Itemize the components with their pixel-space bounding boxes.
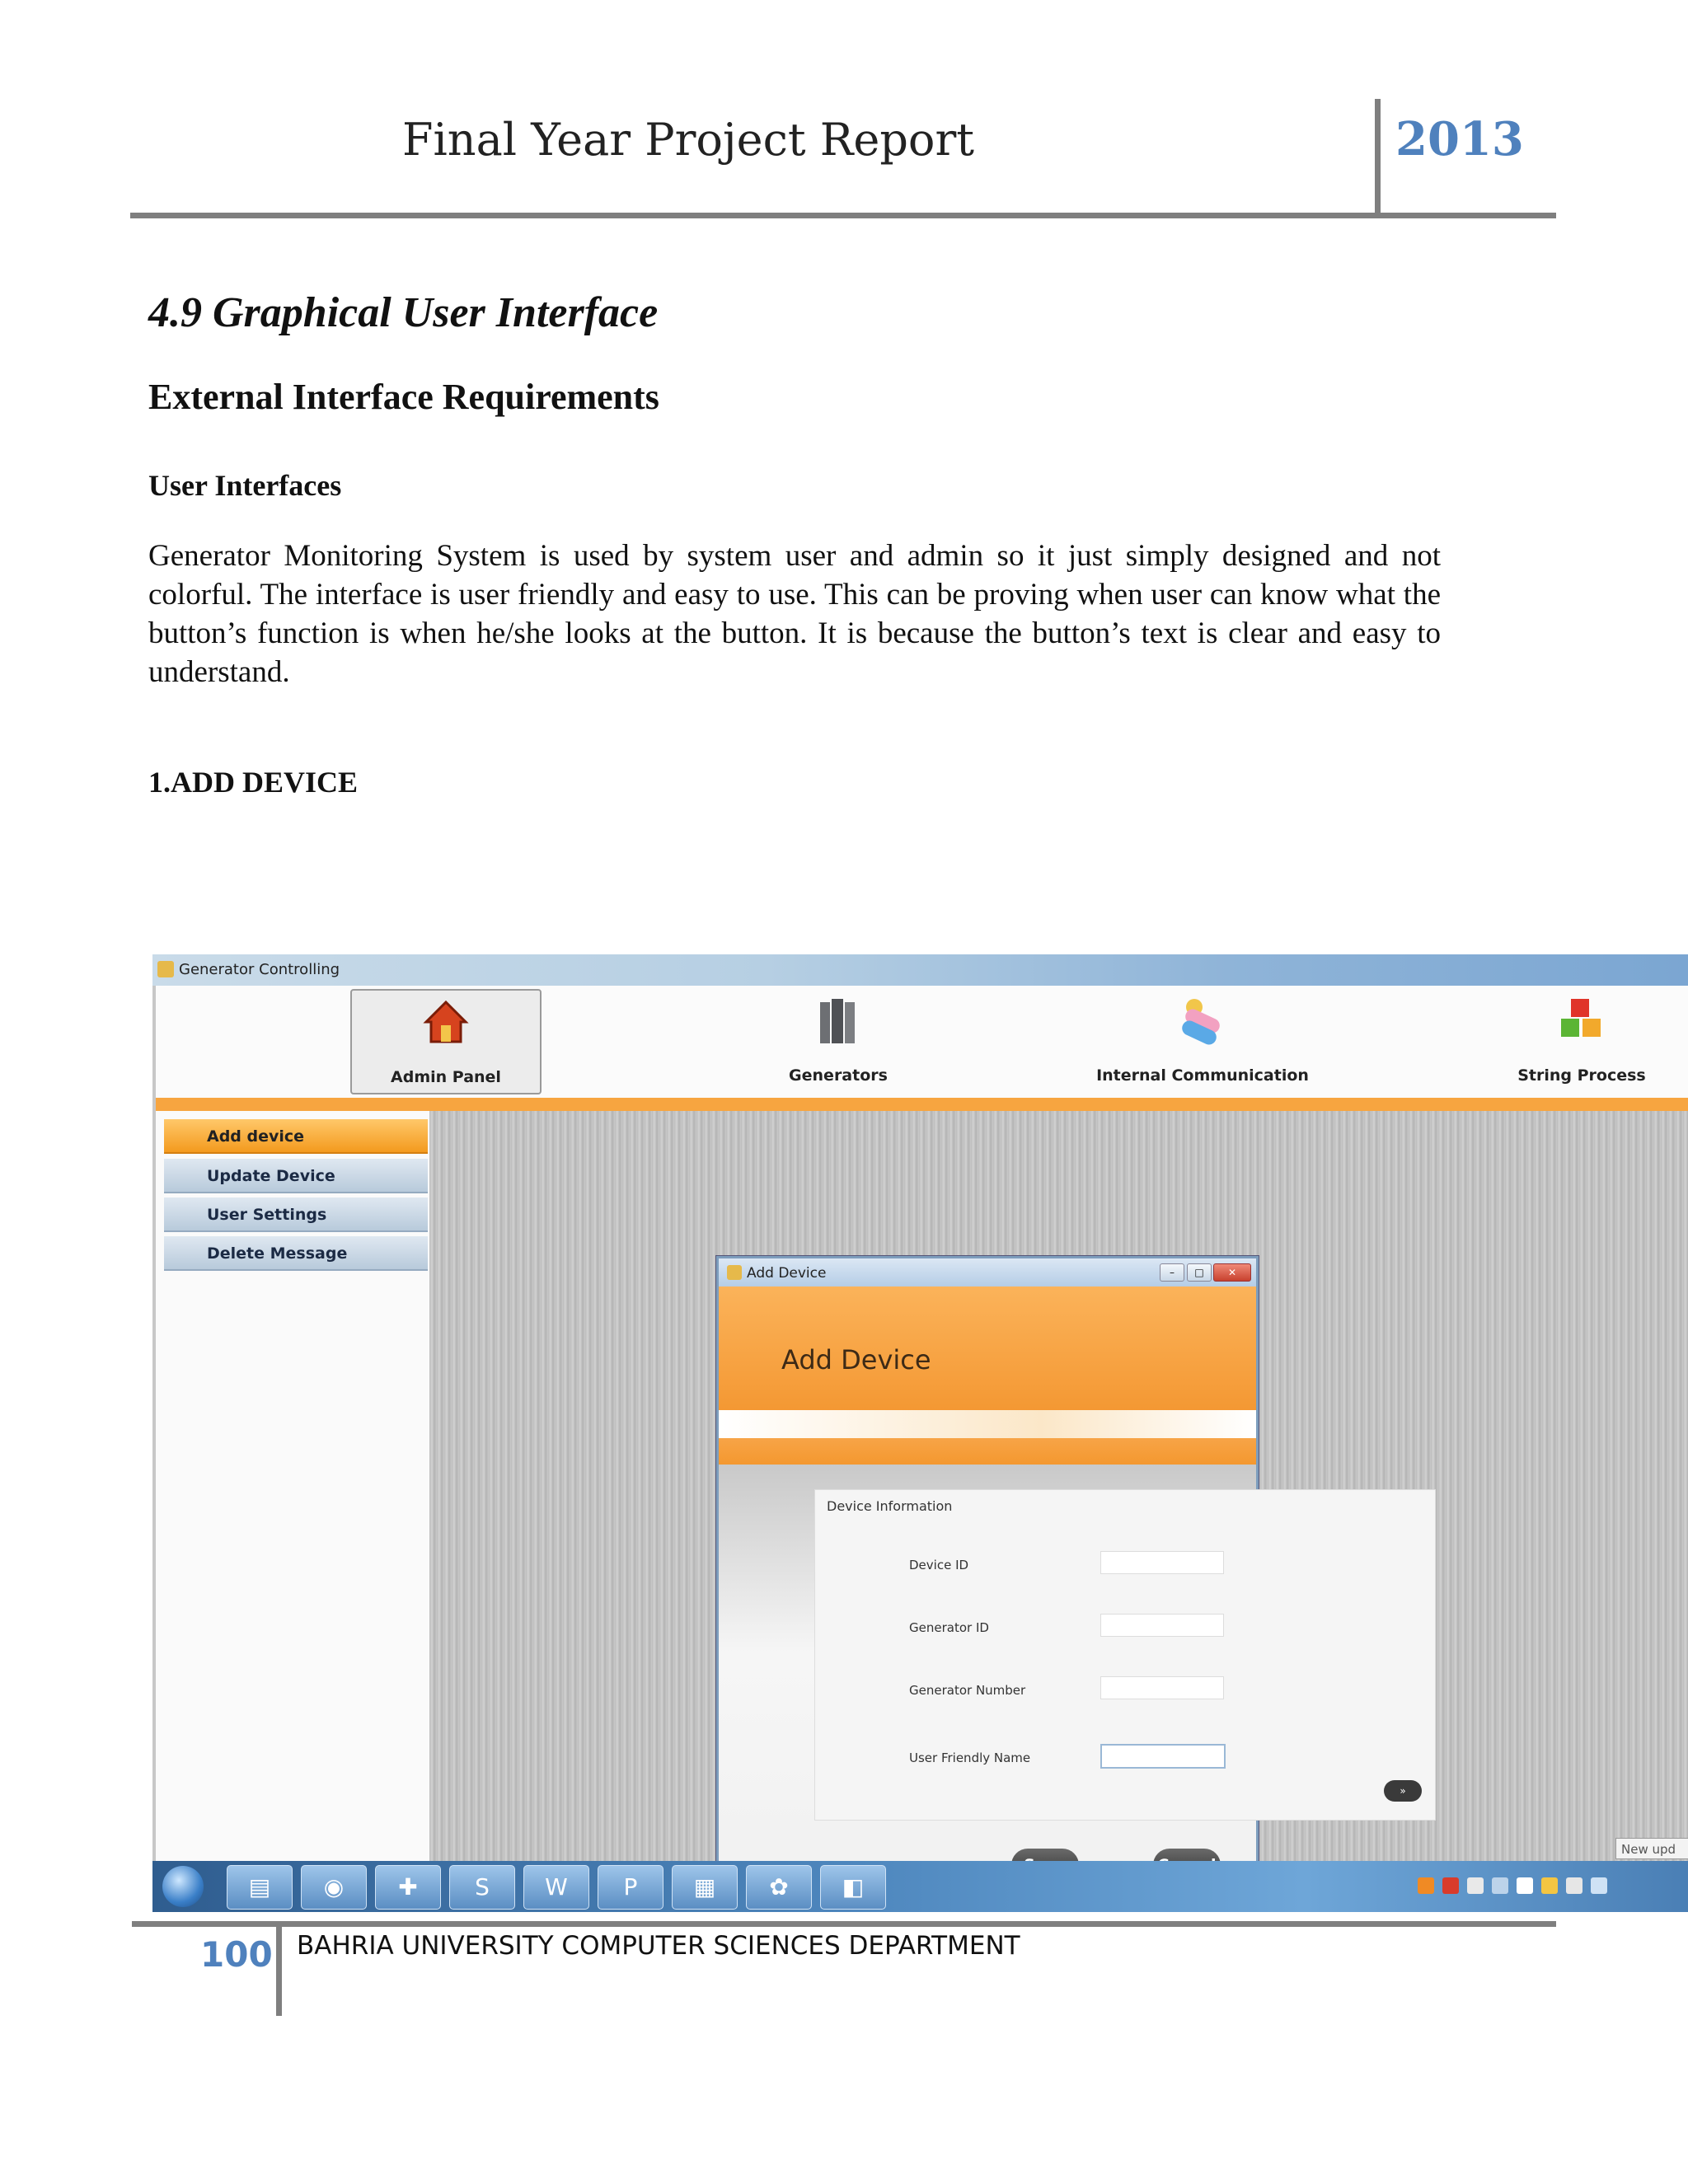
toolbar-admin-panel[interactable] [350, 989, 542, 1094]
tray-icon[interactable] [1467, 1877, 1484, 1894]
word-icon[interactable]: W [523, 1865, 589, 1910]
skype-icon[interactable]: S [449, 1865, 515, 1910]
minimize-button[interactable]: – [1160, 1263, 1184, 1282]
dialog-titlebar [719, 1258, 1256, 1286]
folder-icon[interactable]: ▤ [227, 1865, 293, 1910]
user-friendly-name-label: User Friendly Name [909, 1750, 1031, 1765]
footer-divider [276, 1921, 282, 2016]
tray-icon[interactable] [1418, 1877, 1434, 1894]
toolbar-label: Admin Panel [391, 1068, 501, 1086]
network-icon[interactable] [1517, 1877, 1533, 1894]
add-device-dialog [716, 1256, 1406, 1912]
generator-number-input[interactable] [1100, 1676, 1224, 1699]
device-information-group [814, 1489, 1436, 1821]
dialog-heading: Add Device [781, 1344, 931, 1376]
dialog-window-title: Add Device [747, 1265, 827, 1282]
toolbar-label: Internal Communication [1096, 1066, 1309, 1085]
chrome-icon[interactable]: ◉ [301, 1865, 367, 1910]
archive-icon[interactable]: ▦ [672, 1865, 738, 1910]
tray-tooltip: New upd [1615, 1838, 1688, 1859]
tray-icon[interactable] [1442, 1877, 1459, 1894]
app-taskbar-icon[interactable]: ◧ [820, 1865, 886, 1910]
toolbar-label: String Process [1517, 1066, 1646, 1085]
server-rack-icon [814, 996, 863, 1047]
body-paragraph: Generator Monitoring System is used by system user and admin so it just simply designed and not colorful. The interface is user friendly and easy to use. This can be proving when user can know what the button’s function is when he/she looks at the button. It is because the button’s text is clear and easy to understand. [148, 539, 1441, 689]
app-screenshot [152, 954, 1688, 1912]
dialog-banner [719, 1286, 1256, 1410]
sidebar-item-delete-message[interactable]: Delete Message [164, 1236, 428, 1271]
dialog-gloss-strip [719, 1410, 1256, 1438]
tools-icon[interactable]: ✚ [375, 1865, 441, 1910]
footer-rule [132, 1921, 1556, 1927]
cubes-icon [1556, 996, 1607, 1047]
header-rule [130, 213, 1556, 218]
add-device-heading: 1.ADD DEVICE [148, 766, 359, 799]
windows-taskbar [152, 1861, 1688, 1912]
media-icon[interactable]: ✿ [746, 1865, 812, 1910]
toolbar-generators[interactable] [748, 989, 929, 1091]
toolbar-label: Generators [789, 1066, 888, 1085]
group-caption: Device Information [827, 1498, 953, 1514]
tray-icon[interactable] [1541, 1877, 1558, 1894]
toolbar-internal-communication[interactable] [1079, 989, 1326, 1091]
next-button[interactable]: » [1384, 1780, 1422, 1802]
minor-heading: User Interfaces [148, 469, 342, 502]
page-number: 100 [200, 1934, 273, 1975]
sidebar-item-add-device[interactable]: Add device [164, 1119, 428, 1154]
app-window-icon [157, 961, 174, 977]
toolbar-accent-band [156, 1098, 1688, 1111]
app-toolbar [156, 986, 1688, 1099]
maximize-button[interactable]: □ [1187, 1263, 1212, 1282]
flag-icon[interactable] [1566, 1877, 1582, 1894]
app-window-title: Generator Controlling [179, 961, 340, 978]
volume-icon[interactable] [1591, 1877, 1607, 1894]
tray-icon[interactable] [1492, 1877, 1508, 1894]
subheading: External Interface Requirements [148, 377, 659, 417]
house-icon [421, 997, 471, 1047]
dialog-window-icon [727, 1265, 742, 1280]
header-divider [1375, 99, 1381, 214]
sidebar-item-user-settings[interactable]: User Settings [164, 1197, 428, 1232]
powerpoint-icon[interactable]: P [598, 1865, 663, 1910]
generator-id-label: Generator ID [909, 1620, 989, 1635]
generator-id-input[interactable] [1100, 1614, 1224, 1637]
sidebar-item-update-device[interactable]: Update Device [164, 1159, 428, 1193]
device-id-label: Device ID [909, 1558, 969, 1572]
app-sidebar [156, 1111, 431, 1868]
document-year: 2013 [1395, 112, 1524, 166]
section-heading: 4.9 Graphical User Interface [148, 289, 659, 336]
document-title: Final Year Project Report [402, 114, 974, 166]
dialog-accent-stripe [719, 1438, 1256, 1465]
close-button[interactable]: ✕ [1213, 1263, 1251, 1282]
pills-icon [1173, 994, 1232, 1047]
start-button[interactable] [162, 1866, 204, 1907]
app-titlebar [152, 954, 1688, 986]
user-friendly-name-input[interactable] [1100, 1744, 1226, 1769]
footer-department: BAHRIA UNIVERSITY COMPUTER SCIENCES DEPARTMENT [297, 1931, 1020, 1961]
generator-number-label: Generator Number [909, 1683, 1026, 1698]
content-area [429, 1111, 1688, 1868]
toolbar-string-process[interactable] [1491, 989, 1672, 1091]
device-id-input[interactable] [1100, 1551, 1224, 1574]
